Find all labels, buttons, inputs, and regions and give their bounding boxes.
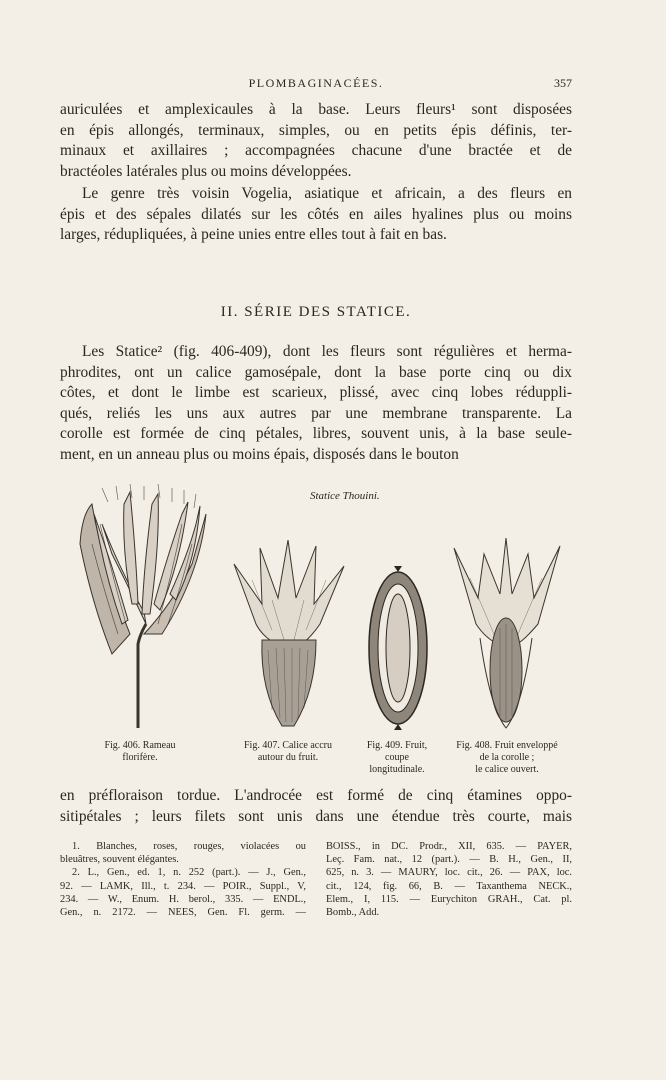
text-line: en épis allongés, terminaux, simples, ou en petits épis définis, ter- bbox=[60, 121, 572, 139]
text-line: auriculées et amplexicaules à la base. Leurs fleurs¹ sont disposées bbox=[60, 101, 572, 118]
footnote-line: 1. Blanches, roses, rouges, violacées ou bbox=[72, 841, 306, 852]
caption-line: de la corolle ; bbox=[479, 752, 535, 763]
footnote-line: 2. L., Gen., ed. 1, n. 252 (part.). — J., Gen., bbox=[72, 867, 306, 879]
caption-fig-407 bbox=[222, 740, 354, 764]
text-line: épis et des sépales dilatés sur les côtés en ailes hyalines plus ou moins bbox=[60, 205, 572, 223]
paragraph-2 bbox=[60, 184, 572, 246]
text-line: côtes, et dont le limbe est scarieux, plissé, avec cinq lobes réduppli- bbox=[60, 384, 572, 402]
text-line: phrodites, ont un calice gamosépale, dont la base porte cinq ou dix bbox=[60, 363, 572, 381]
text-line: minaux et axillaires ; accompagnées chacune d'une bractée et de bbox=[60, 142, 572, 160]
caption-fig-408 bbox=[440, 740, 574, 776]
caption-line: autour du fruit. bbox=[257, 752, 319, 763]
caption-line: Fig. 409. Fruit, bbox=[366, 740, 428, 751]
caption-line: Fig. 407. Calice accru bbox=[243, 740, 333, 751]
caption-line: le calice ouvert. bbox=[475, 764, 539, 775]
caption-line: longitudinale. bbox=[369, 764, 425, 775]
text-line: qués, reliés les uns aux autres par une membrane transparente. La bbox=[60, 404, 572, 422]
caption-line: florifère. bbox=[122, 752, 158, 763]
text-line: bractéoles latérales plus ou moins développées. bbox=[60, 162, 352, 180]
caption-line: Fig. 408. Fruit enveloppé bbox=[456, 740, 558, 751]
footnote-line: Gen., n. 2172. — NEES, Gen. Fl. germ. — bbox=[60, 906, 306, 918]
footnotes-left-column bbox=[60, 840, 306, 919]
text-line: Les Statice² (fig. 406-409), dont les fleurs sont régulières et herma- bbox=[82, 343, 572, 360]
page-number: 357 bbox=[554, 76, 572, 90]
text-line: corolle est formée de cinq pétales, libres, souvent unis, à la base seule- bbox=[60, 425, 572, 443]
footnotes-right-column bbox=[326, 840, 572, 919]
caption-line: coupe bbox=[385, 752, 409, 763]
fig-406-illustration bbox=[72, 484, 212, 730]
figure-title: Statice Thouini. bbox=[310, 490, 380, 502]
text-line: ment, en un anneau plus ou moins épais, disposés dans le bouton bbox=[60, 445, 459, 463]
footnote-line: 234. — W., Enum. H. berol., 335. — ENDL., bbox=[60, 893, 306, 905]
text-line: sitipétales ; leurs filets sont unis dans une étendue très courte, mais bbox=[60, 807, 572, 825]
footnote-line: 92. — LAMK, Ill., t. 234. — POIR., Suppl., V, bbox=[60, 880, 306, 892]
fig-408-illustration bbox=[450, 538, 564, 730]
paragraph-1 bbox=[60, 100, 572, 182]
footnote-line: 625, n. 3. — MAURY, loc. cit., 26. — PAX, loc. bbox=[326, 867, 572, 879]
paragraph-4 bbox=[60, 786, 572, 827]
footnote-line: BOISS., in DC. Prodr., XII, 635. — PAYER, bbox=[326, 841, 572, 852]
footnote-line: cit., 124, fig. 66, B. — Taxanthema NECK., bbox=[326, 880, 572, 892]
running-title: PLOMBAGINACÉES. bbox=[248, 76, 384, 90]
footnote-line: Elem., I, 115. — Eurychiton GRAH., Cat. pl. bbox=[326, 893, 572, 905]
caption-line: Fig. 406. Rameau bbox=[104, 740, 176, 751]
paragraph-3 bbox=[60, 342, 572, 466]
fig-409-illustration bbox=[366, 564, 430, 730]
text-line: en préfloraison tordue. L'androcée est formé de cinq étamines oppo- bbox=[60, 787, 572, 804]
footnote-line: Leç. Fam. nat., 12 (part.). — B. H., Gen., II, bbox=[326, 854, 572, 866]
page-header bbox=[60, 76, 572, 92]
text-line: Le genre très voisin Vogelia, asiatique et africain, a des fleurs en bbox=[82, 185, 572, 202]
text-line: larges, rédupliquées, à peine unies entre elles tout à fait en bas. bbox=[60, 226, 447, 244]
section-heading: II. SÉRIE DES STATICE. bbox=[220, 304, 412, 320]
caption-fig-409 bbox=[354, 740, 440, 776]
footnote-line: Bomb., Add. bbox=[326, 906, 380, 918]
caption-fig-406 bbox=[78, 740, 202, 764]
footnote-line: bleuâtres, souvent élégantes. bbox=[60, 854, 179, 866]
fig-407-illustration bbox=[232, 540, 346, 730]
